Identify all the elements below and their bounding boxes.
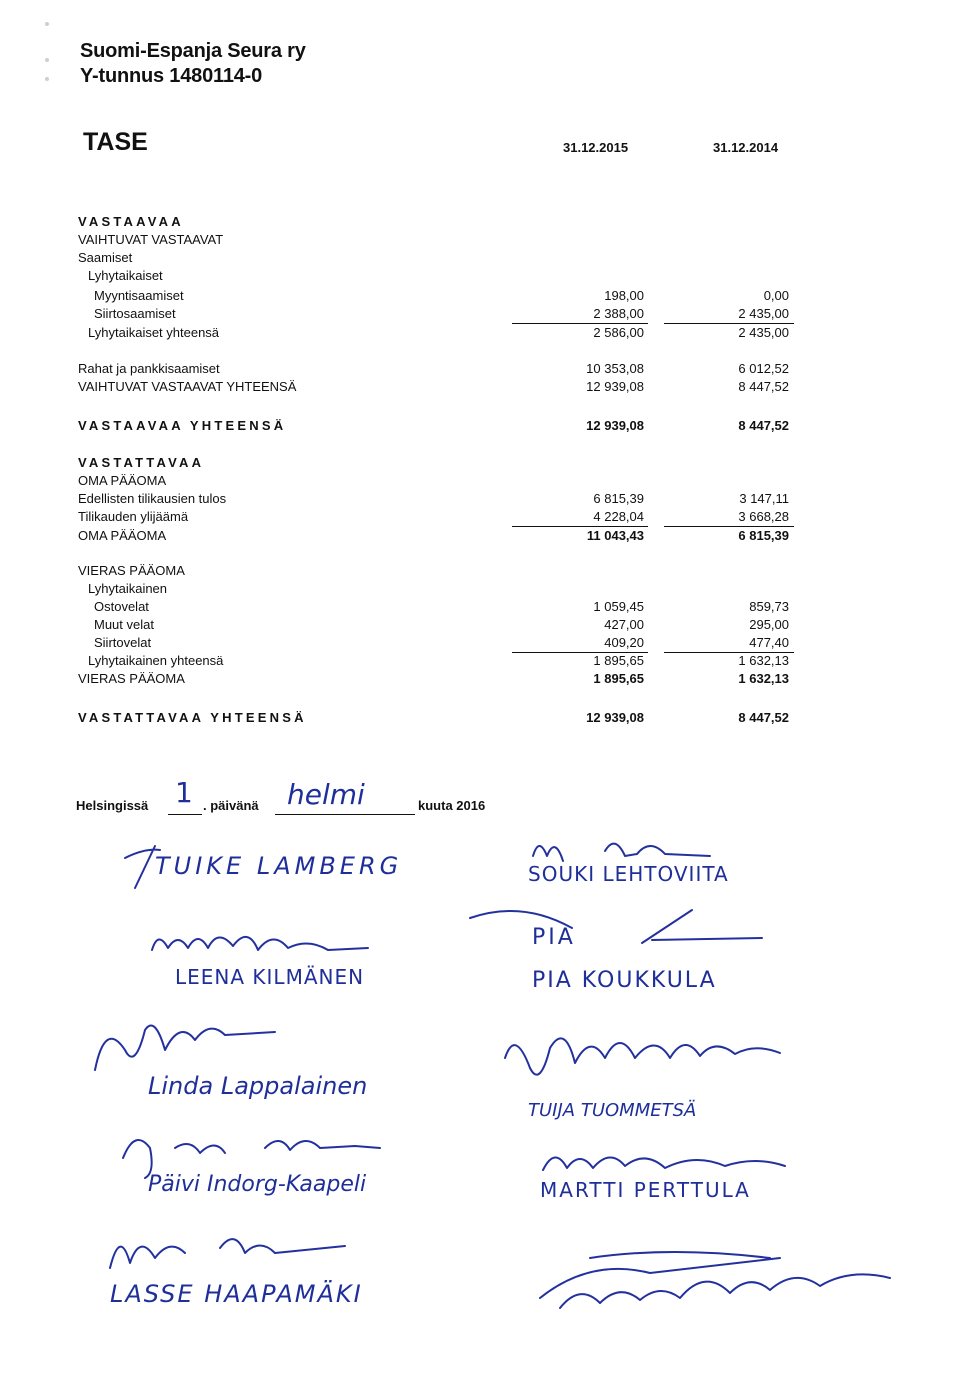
month-label: kuuta 2016 (418, 798, 486, 813)
value-2014: 859,73 (749, 599, 789, 614)
section-heading-liabilities (0, 455, 960, 473)
row-label: VASTATTAVAA (78, 455, 205, 470)
column-header-2015: 31.12.2015 (563, 140, 629, 155)
organization-name: Suomi-Espanja Seura ry (80, 40, 306, 62)
value-2014: 8 447,52 (738, 379, 789, 394)
value-2014: 1 632,13 (738, 653, 789, 668)
row-label: VASTAAVAA YHTEENSÄ (78, 418, 287, 433)
signature-printed-name: LASSE HAAPAMÄKI (110, 1280, 363, 1308)
value-2015: 2 388,00 (593, 306, 644, 321)
value-2015: 6 815,39 (593, 491, 644, 506)
value-2014: 2 435,00 (738, 306, 789, 321)
scan-speck (45, 77, 49, 81)
table-row (0, 528, 960, 546)
page-title: TASE (83, 128, 148, 156)
signature-printed-name: TUIKE LAMBERG (155, 852, 403, 880)
table-row (0, 473, 960, 491)
signature-printed-name: Päivi Indorg-Kaapeli (148, 1172, 367, 1197)
value-2015: 409,20 (604, 635, 644, 650)
month-blank (275, 814, 415, 815)
value-2014: 1 632,13 (738, 671, 789, 686)
total-row-liabilities (0, 710, 960, 728)
value-2015: 1 059,45 (593, 599, 644, 614)
row-label: VASTATTAVAA YHTEENSÄ (78, 710, 307, 725)
value-2015: 12 939,08 (586, 418, 644, 433)
table-row (0, 232, 960, 250)
value-2015: 1 895,65 (593, 653, 644, 668)
row-label: VIERAS PÄÄOMA (78, 563, 185, 578)
row-label: Lyhytaikainen yhteensä (88, 653, 224, 668)
row-label: Ostovelat (94, 599, 149, 614)
table-row (0, 671, 960, 689)
row-label: Lyhytaikaiset yhteensä (88, 325, 220, 340)
place-label: Helsingissä (76, 798, 149, 813)
table-row (0, 491, 960, 509)
value-2014: 8 447,52 (738, 418, 789, 433)
value-2014: 2 435,00 (738, 325, 789, 340)
row-label: Saamiset (78, 250, 133, 265)
signature-printed-name: TUIJA TUOMMETSÄ (528, 1100, 697, 1121)
row-label: Siirtosaamiset (94, 306, 176, 321)
signature-printed-name: LEENA KILMÄNEN (175, 965, 365, 989)
row-label: Siirtovelat (94, 635, 152, 650)
value-2014: 477,40 (749, 635, 789, 650)
business-id: Y-tunnus 1480114-0 (80, 65, 263, 87)
value-2015: 10 353,08 (586, 361, 644, 376)
table-row (0, 250, 960, 268)
signature-scribble (100, 1218, 370, 1278)
signature-scribble (530, 1228, 910, 1318)
section-heading-assets (0, 214, 960, 232)
table-row (0, 635, 960, 653)
row-label: VASTAAVAA (78, 214, 184, 229)
signature-scribble (148, 920, 378, 965)
row-label: Lyhytaikainen (88, 581, 168, 596)
row-label: Rahat ja pankkisaamiset (78, 361, 220, 376)
signature-scribble (85, 1010, 285, 1080)
table-row (0, 653, 960, 671)
row-label: VAIHTUVAT VASTAAVAT (78, 232, 224, 247)
day-blank (168, 814, 202, 815)
day-label: . päivänä (203, 798, 259, 813)
scan-speck (45, 58, 49, 62)
table-row (0, 509, 960, 527)
column-header-2014: 31.12.2014 (713, 140, 779, 155)
value-2015: 4 228,04 (593, 509, 644, 524)
row-label: Tilikauden ylijäämä (78, 509, 189, 524)
scan-speck (45, 22, 49, 26)
row-label: VAIHTUVAT VASTAAVAT YHTEENSÄ (78, 379, 297, 394)
row-label: OMA PÄÄOMA (78, 528, 167, 543)
table-row (0, 581, 960, 599)
row-label: Muut velat (94, 617, 154, 632)
table-row (0, 599, 960, 617)
signature-printed-name: Linda Lappalainen (148, 1072, 368, 1100)
signature-printed-name: PIA (532, 925, 576, 950)
signature-printed-name: SOUKI LEHTOVIITA (528, 862, 729, 886)
row-label: Myyntisaamiset (94, 288, 184, 303)
table-row (0, 306, 960, 324)
month-handwritten: helmi (287, 778, 365, 811)
row-label: OMA PÄÄOMA (78, 473, 167, 488)
row-label: Lyhytaikaiset (88, 268, 163, 283)
row-label: VIERAS PÄÄOMA (78, 671, 185, 686)
table-row (0, 361, 960, 379)
value-2015: 1 895,65 (593, 671, 644, 686)
value-2014: 295,00 (749, 617, 789, 632)
table-row (0, 288, 960, 306)
signature-scribble (115, 1118, 405, 1178)
row-label: Edellisten tilikausien tulos (78, 491, 227, 506)
value-2015: 12 939,08 (586, 379, 644, 394)
value-2015: 427,00 (604, 617, 644, 632)
value-2015: 12 939,08 (586, 710, 644, 725)
signature-scribble (535, 1138, 815, 1183)
value-2014: 6 815,39 (738, 528, 789, 543)
value-2015: 11 043,43 (586, 528, 644, 543)
value-2014: 6 012,52 (738, 361, 789, 376)
total-row-assets (0, 418, 960, 436)
table-row (0, 563, 960, 581)
table-row (0, 379, 960, 397)
value-2015: 2 586,00 (593, 325, 644, 340)
day-handwritten: 1 (175, 776, 193, 809)
value-2014: 3 668,28 (738, 509, 789, 524)
signature-scribble (495, 1018, 795, 1098)
value-2015: 198,00 (604, 288, 644, 303)
signature-printed-name: MARTTI PERTTULA (540, 1178, 751, 1202)
value-2014: 3 147,11 (739, 491, 789, 506)
table-row (0, 617, 960, 635)
value-2014: 8 447,52 (738, 710, 789, 725)
table-row (0, 325, 960, 343)
signature-scribble (462, 898, 782, 953)
value-2014: 0,00 (763, 288, 789, 303)
signature-printed-name: PIA KOUKKULA (532, 968, 717, 993)
table-row (0, 268, 960, 286)
